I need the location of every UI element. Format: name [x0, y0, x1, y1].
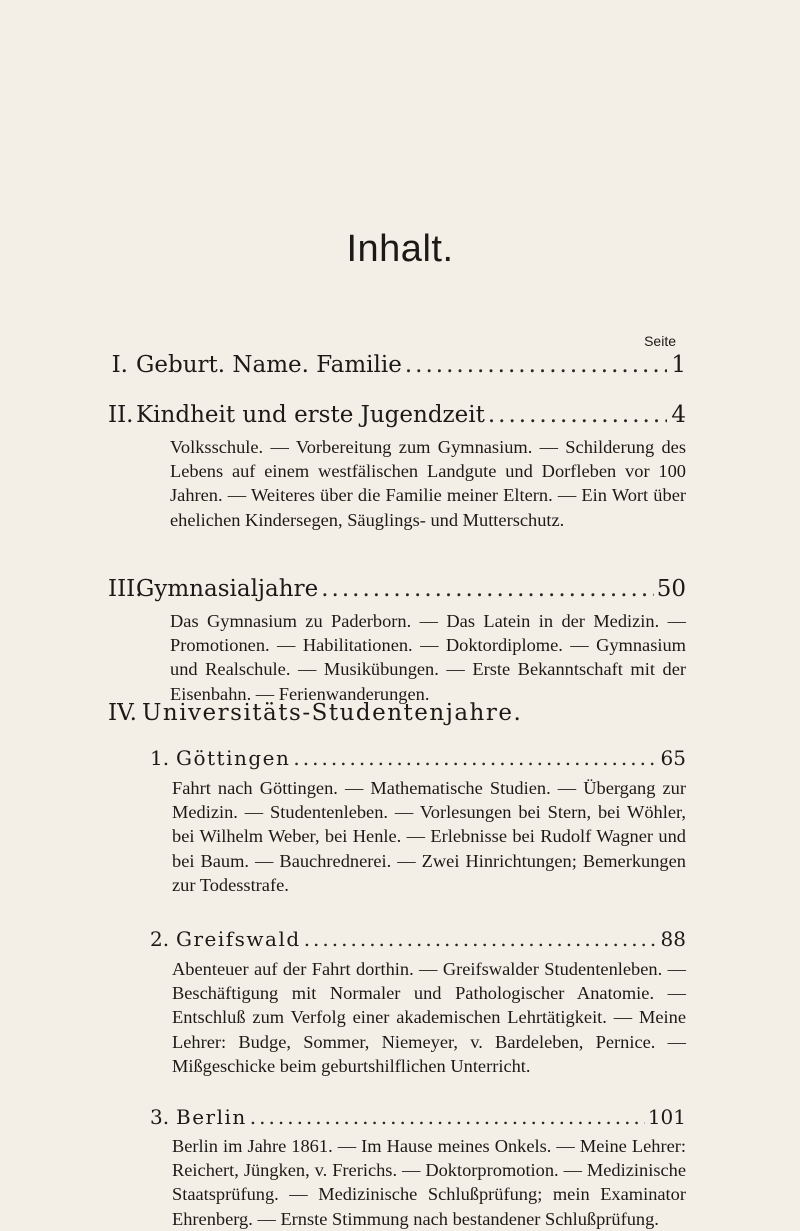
subentry-title: Greifswald — [176, 927, 301, 951]
subentry-page: 101 — [647, 1105, 686, 1129]
toc-entry-4 — [108, 700, 686, 726]
entry-number: III. — [108, 576, 143, 602]
toc-subentry-2 — [150, 927, 686, 951]
toc-entry-1 — [108, 352, 686, 378]
entry-description: Volksschule. — Vorbereitung zum Gymnasium. — Schilderung des Lebens auf einem westfälischen Landgute und Dorfleben vor 100 Jahren. — Weiteres über die Familie meiner Eltern. — Ein Wort über ehelichen Kindersegen, Säuglings- und Mutterschutz. — [170, 437, 686, 530]
subentry-description: Fahrt nach Göttingen. — Mathematische Studien. — Übergang zur Medizin. — Studentenleben. — Vorlesungen bei Stern, bei Wöhler, bei Wilhelm Weber, bei Henle. — Erlebnisse bei Rudolf Wagner und bei Baum. — Bauchrednerei. — Zwei Hinrichtungen; Bemerkungen zur Todesstrafe. — [172, 778, 686, 895]
subentry-number: 3. — [150, 1105, 170, 1129]
subentry-page: 65 — [660, 746, 686, 770]
entry-page: 4 — [671, 402, 686, 428]
entry-number: I. — [111, 352, 128, 378]
page-column-header: Seite — [644, 333, 676, 349]
dot-leader — [488, 402, 667, 428]
subentry-number: 2. — [150, 927, 170, 951]
subentry-description: Berlin im Jahre 1861. — Im Hause meines Onkels. — Meine Lehrer: Reichert, Jüngken, v. Frerichs. — Doktorpromotion. — Medizinische Staatsprüfung. — Medizinische Schlußprüfung; mein Examinator Ehrenberg. — Ernste Stimmung nach bestandener Schlußprüfung. — [172, 1136, 686, 1229]
toc-subentry-1 — [150, 746, 686, 770]
subentry-description: Abenteuer auf der Fahrt dorthin. — Greifswalder Studentenleben. — Beschäftigung mit Normaler und Pathologischer Anatomie. — Entschluß zum Verfolg einer akademischen Lehrtätigkeit. — Meine Lehrer: Budge, Sommer, Niemeyer, v. Bardeleben, Pernice. — Mißgeschicke beim geburtshilflichen Unterricht. — [172, 959, 686, 1076]
entry-number: II. — [108, 402, 134, 428]
dot-leader — [405, 352, 667, 378]
page-title: Inhalt. — [346, 228, 454, 270]
entry-title: Gymnasialjahre — [136, 576, 319, 602]
dot-leader — [293, 746, 657, 770]
toc-subentry-3 — [150, 1105, 686, 1129]
entry-number: IV. — [108, 700, 137, 726]
entry-description: Das Gymnasium zu Paderborn. — Das Latein in der Medizin. — Promotionen. — Habilitationen. — Doktordiplome. — Gymnasium und Realschule. — Musikübungen. — Erste Bekanntschaft mit der Eisenbahn. — Ferienwanderungen. — [170, 611, 686, 704]
toc-entry-2 — [108, 402, 686, 428]
dot-leader — [321, 576, 654, 602]
entry-title: Kindheit und erste Jugendzeit — [136, 402, 485, 428]
subentry-page: 88 — [660, 927, 686, 951]
entry-title: Geburt. Name. Familie — [136, 352, 402, 378]
subentry-number: 1. — [150, 746, 170, 770]
entry-page: 50 — [656, 576, 686, 602]
entry-title: Universitäts-Studentenjahre. — [142, 700, 523, 726]
toc-entry-3 — [108, 576, 686, 602]
subentry-title: Berlin — [176, 1105, 247, 1129]
entry-page: 1 — [671, 352, 686, 378]
dot-leader — [250, 1105, 645, 1129]
dot-leader — [304, 927, 658, 951]
subentry-title: Göttingen — [176, 746, 291, 770]
